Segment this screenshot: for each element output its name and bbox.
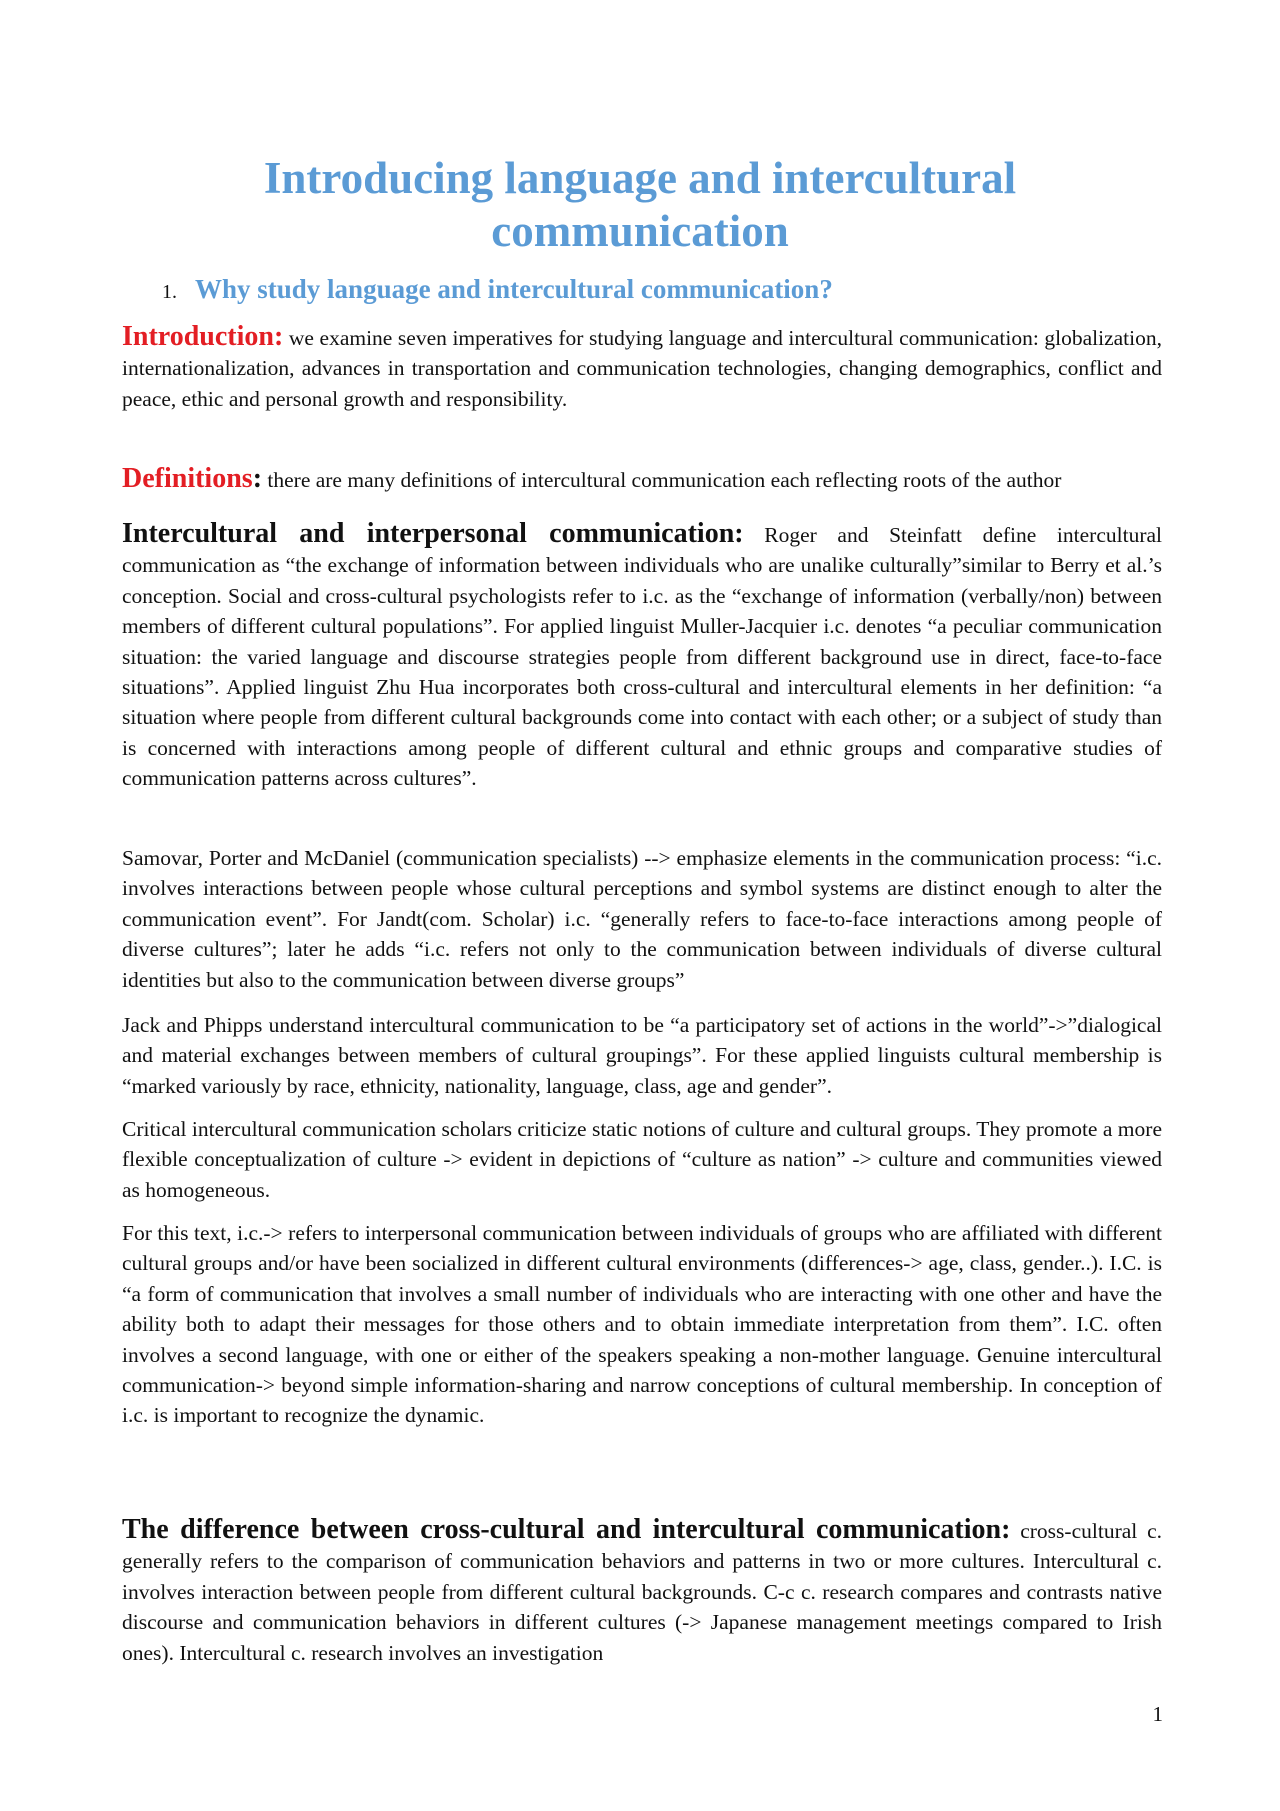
definitions-paragraph [122,464,1162,495]
definitions-text: there are many definitions of intercultural communication each reflecting roots of the author [262,468,1062,492]
difference-text: cross-cultural c. generally refers to the comparison of communication behaviors and patterns in two or more cultures. Intercultural c. involves interaction between people from different cultural backgrounds. C-c c. research compares and contrasts native discourse and communication behaviors in different cultures (-> Japanese management meetings compared to Irish ones). Intercultural c. research involves an investigation [122,1519,1162,1665]
critical-scholars-paragraph: Critical intercultural communication scholars criticize static notions of culture and cultural groups. They promote a more flexible conceptualization of culture -> evident in depictions of “culture as nation” -> culture and communities viewed as homogeneous. [122,1117,1162,1202]
intercultural-interpersonal-paragraph [122,519,1162,794]
definitions-colon: : [252,463,263,494]
introduction-paragraph [122,322,1162,414]
intercultural-interpersonal-heading: Intercultural and interpersonal communication: [122,518,744,549]
samovar-paragraph: Samovar, Porter and McDaniel (communication specialists) --> emphasize elements in the communication process: “i.c. involves interactions between people whose cultural perceptions and symbol systems are distinct enough to alter the communication event”. For Jandt(com. Scholar) i.c. “generally refers to face-to-face interactions among people of diverse cultures”; later he adds “i.c. refers not only to the communication between individuals of diverse cultural identities but also to the communication between diverse groups” [122,846,1162,992]
this-text-definition-paragraph: For this text, i.c.-> refers to interpersonal communication between individuals of groups who are affiliated with different cultural groups and/or have been socialized in different cultural environments (differences-> age, class, gender..). I.C. is “a form of communication that involves a small number of individuals who are interacting with one other and have the ability both to adapt their messages for those others and to obtain immediate interpretation from them”. I.C. often involves a second language, with one or either of the speakers speaking a non-mother language. Genuine intercultural communication-> beyond simple information-sharing and narrow conceptions of cultural membership. In conception of i.c. is important to recognize the dynamic. [122,1221,1162,1428]
section-heading-text: Why study language and intercultural communication? [195,274,833,304]
introduction-text: we examine seven imperatives for studying language and intercultural communication: globalization, internationalization, advances in transportation and communication technologies, changing demographics, conflict and peace, ethic and personal growth and responsibility. [122,326,1162,411]
page-number: 1 [1152,1702,1163,1726]
jack-phipps-paragraph: Jack and Phipps understand intercultural communication to be “a participatory set of actions in the world”->”dialogical and material exchanges between members of cultural groupings”. For these applied linguists cultural membership is “marked variously by race, ethnicity, nationality, language, class, age and gender”. [122,1013,1162,1098]
section-heading [162,271,833,310]
difference-paragraph [122,1515,1162,1668]
introduction-label: Introduction: [122,321,284,352]
definitions-label: Definitions [122,463,253,494]
page-title: Introducing language and intercultural communication [263,153,1017,256]
intercultural-interpersonal-text: Roger and Steinfatt define intercultural communication as “the exchange of information between individuals who are unalike culturally”similar to Berry et al.’s conception. Social and cross-cultural psychologists refer to i.c. as the “exchange of information (verbally/non) between members of different cultural populations”. For applied linguist Muller-Jacquier i.c. denotes “a peculiar communication situation: the varied language and discourse strategies people from different background use in direct, face-to-face situations”. Applied linguist Zhu Hua incorporates both cross-cultural and intercultural elements in her definition: “a situation where people from different cultural backgrounds come into contact with each other; or a subject of study than is concerned with interactions among people of different cultural and ethnic groups and comparative studies of communication patterns across cultures”. [122,523,1162,791]
difference-heading: The difference between cross-cultural and intercultural communication: [122,1514,1011,1545]
section-number: 1. [162,281,177,303]
